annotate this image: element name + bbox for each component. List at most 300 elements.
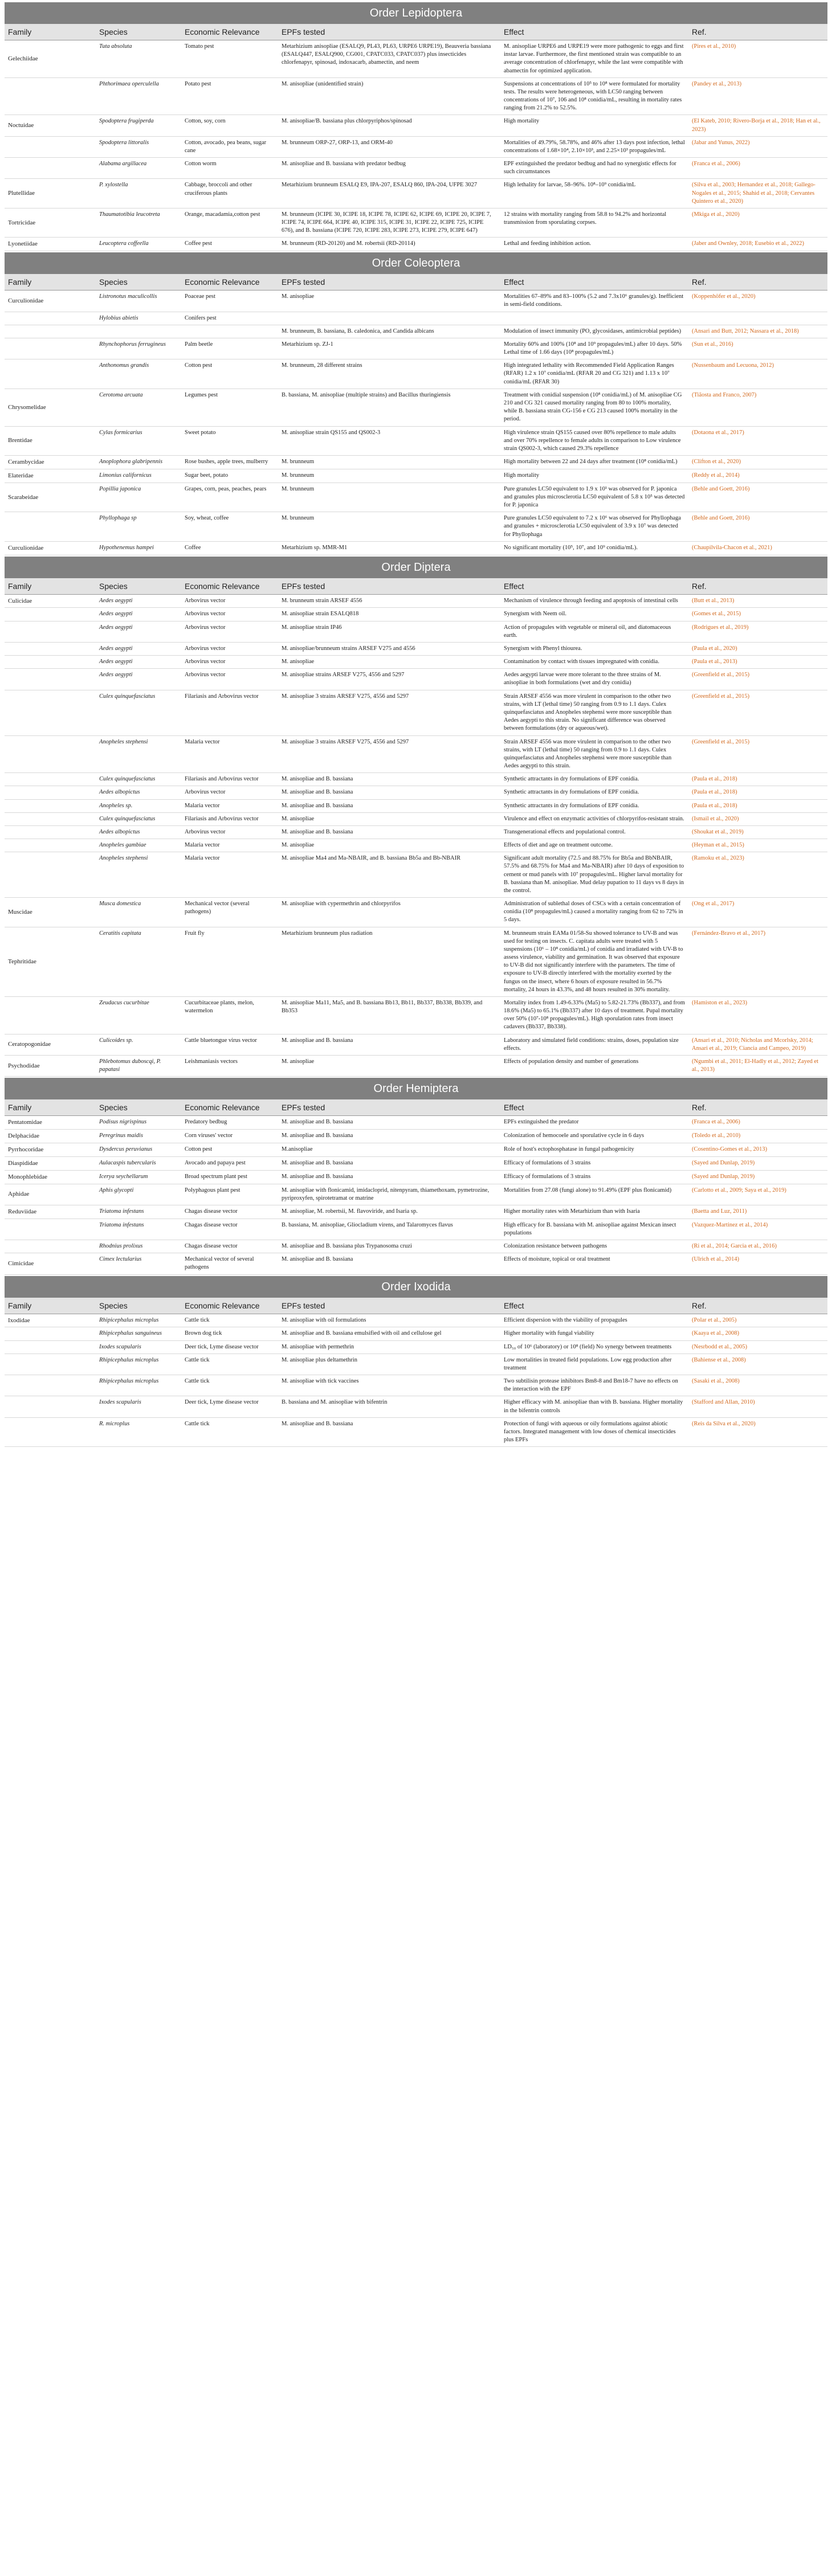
cell-relevance: Arbovirus vector: [181, 621, 278, 642]
table-row: [5, 359, 827, 389]
table-row: [5, 208, 827, 238]
cell-effect: Effects of diet and age on treatment outcome.: [500, 839, 688, 852]
cell-epfs: M. anisopliae with oil formulations: [278, 1314, 500, 1327]
cell-relevance: Arbovirus vector: [181, 594, 278, 608]
cell-epfs: M. anisopliae, M. robertsii, M. flavoviride, and Isaria sp.: [278, 1205, 500, 1219]
table-row: [5, 594, 827, 608]
table-row: [5, 456, 827, 469]
cell-epfs: M. anisopliae and B. bassiana: [278, 825, 500, 839]
cell-epfs: M. anisopliae: [278, 1056, 500, 1077]
table-row: [5, 291, 827, 312]
cell-epfs: M. anisopliae and B. bassiana: [278, 1417, 500, 1447]
cell-relevance: Avocado and papaya pest: [181, 1156, 278, 1170]
cell-family: Culicidae: [5, 594, 96, 608]
cell-relevance: Cattle tick: [181, 1375, 278, 1396]
cell-epfs: M. anisopliae strain ESALQ818: [278, 608, 500, 621]
cell-species: Listronotus maculicollis: [96, 291, 181, 312]
column-header: Ref.: [688, 274, 827, 291]
cell-relevance: Cotton, avocado, pea beans, sugar cane: [181, 136, 278, 157]
cell-effect: Virulence and effect on enzymatic activities of chlorpyrifos-resistant strain.: [500, 812, 688, 825]
cell-family: Chrysomelidae: [5, 389, 96, 426]
cell-species: Zeudacus cucurbitae: [96, 996, 181, 1034]
cell-effect: Treatment with conidial suspension (10⁸ conidia/mL) of M. anisopliae CG 210 and CG 321 caused mortality ranging from 80 to 100% mortality, while B. bassiana strain CG-156 e CG 213 caused 100% mortality in the period.: [500, 389, 688, 426]
cell-species: Thaumatotibia leucotreta: [96, 208, 181, 238]
cell-effect: Role of host's ectophosphatase in fungal pathogenicity: [500, 1143, 688, 1157]
order-title: Order Hemiptera: [5, 1078, 827, 1099]
cell-epfs: M. anisopliae Ma11, Ma5, and B. bassiana Bb13, Bb11, Bb337, Bb338, Bb339, and Bb353: [278, 996, 500, 1034]
cell-family: [5, 1240, 96, 1253]
cell-epfs: M. anisopliae and B. bassiana: [278, 1170, 500, 1184]
cell-epfs: M. anisopliae and B. bassiana: [278, 1130, 500, 1143]
cell-relevance: Cotton, soy, corn: [181, 115, 278, 136]
table-row: [5, 325, 827, 338]
column-header: Ref.: [688, 1298, 827, 1314]
column-header: Species: [96, 1099, 181, 1116]
cell-ref: (Greenfield et al., 2015): [688, 735, 827, 773]
cell-family: Reduviidae: [5, 1205, 96, 1219]
cell-species: Hylobius abietis: [96, 312, 181, 325]
cell-effect: Mortalities from 27.08 (fungi alone) to 91.49% (EPF plus flonicamid): [500, 1184, 688, 1205]
cell-ref: (Koppenhöfer et al., 2020): [688, 291, 827, 312]
cell-effect: Colonization of hemocoele and sporulative cycle in 6 days: [500, 1130, 688, 1143]
cell-effect: Protection of fungi with aqueous or oily formulations against abiotic factors. Integrated management with low doses of chemical insecticides plus EPFs: [500, 1417, 688, 1447]
cell-effect: Significant adult mortality (72.5 and 88.75% for Bb5a and BbNBAIR, 57.5% and 68.75% for Ma4 and Ma-NBAIR) after 10 days of exposition to cement or mud panels with 10⁷ propagules/mL. Higher larval mortality for B. bassiana than M. anisopliae. Mud delay pupation to 11 days vs 8 days in the control.: [500, 852, 688, 898]
cell-family: [5, 621, 96, 642]
cell-ref: (Sayed and Dunlap, 2019): [688, 1156, 827, 1170]
cell-species: Cimex lectularius: [96, 1253, 181, 1274]
cell-relevance: Legumes pest: [181, 389, 278, 426]
cell-family: [5, 1340, 96, 1354]
column-header: Family: [5, 1099, 96, 1116]
epf-table: [5, 1298, 827, 1448]
cell-relevance: Mechanical vector of several pathogens: [181, 1253, 278, 1274]
table-row: [5, 1253, 827, 1274]
cell-family: Scarabeidae: [5, 483, 96, 512]
table-header-row: [5, 24, 827, 40]
cell-species: Phlebotomus duboscqi, P. papatasi: [96, 1056, 181, 1077]
cell-epfs: M. anisopliae: [278, 656, 500, 669]
cell-relevance: Rose bushes, apple trees, mulberry: [181, 456, 278, 469]
table-row: [5, 389, 827, 426]
cell-species: Aphis glycopti: [96, 1184, 181, 1205]
column-header: Economic Relevance: [181, 24, 278, 40]
table-row: [5, 621, 827, 642]
table-row: [5, 1240, 827, 1253]
table-row: [5, 812, 827, 825]
cell-effect: EPF extinguished the predator bedbug and had no synergistic effects for such circumstances: [500, 158, 688, 179]
column-header: EPFs tested: [278, 274, 500, 291]
cell-relevance: Malaria vector: [181, 852, 278, 898]
cell-species: Aedes albopictus: [96, 825, 181, 839]
cell-effect: Higher mortality rates with Metarhizium than with Isaria: [500, 1205, 688, 1219]
cell-family: Pyrrhocoridae: [5, 1143, 96, 1157]
cell-relevance: Arbovirus vector: [181, 656, 278, 669]
column-header: Species: [96, 24, 181, 40]
cell-epfs: M. anisopliae: [278, 291, 500, 312]
cell-family: Gelechiidae: [5, 40, 96, 78]
cell-species: Aedes aegypti: [96, 594, 181, 608]
order-section: [5, 1276, 827, 1448]
cell-family: Plutellidae: [5, 179, 96, 208]
cell-effect: Effects of moisture, topical or oral treatment: [500, 1253, 688, 1274]
column-header: Ref.: [688, 1099, 827, 1116]
cell-ref: (Polar et al., 2005): [688, 1314, 827, 1327]
table-row: [5, 1219, 827, 1240]
cell-effect: Mortalities of 49.79%, 58.78%, and 46% after 13 days post infection, lethal concentrations of 1.68×10⁴, 2.10×10³, and 2.25×10³ propagules/mL: [500, 136, 688, 157]
cell-relevance: Coffee: [181, 541, 278, 555]
cell-family: Curculionidae: [5, 291, 96, 312]
cell-species: Rhipicephalus sanguineus: [96, 1327, 181, 1340]
epf-table: [5, 578, 827, 1077]
table-row: [5, 786, 827, 799]
cell-relevance: Cattle tick: [181, 1354, 278, 1375]
cell-species: Ceratitis capitata: [96, 927, 181, 996]
cell-ref: (Nesrbodd et al., 2005): [688, 1340, 827, 1354]
cell-relevance: Deer tick, Lyme disease vector: [181, 1396, 278, 1417]
cell-effect: Strain ARSEF 4556 was more virulent in comparison to the other two strains, with LT (lethal time) 50 ranging from 0.9 to 1.1 days. Culex quinquefasciatus and Anopheles stephensi were more susceptible than Aedes aegypti to this strain.: [500, 735, 688, 773]
cell-ref: (Chaupilvila-Chacon et al., 2021): [688, 541, 827, 555]
cell-ref: (Paula et al., 2018): [688, 786, 827, 799]
table-row: [5, 179, 827, 208]
cell-epfs: M. anisopliae and B. bassiana: [278, 799, 500, 812]
cell-epfs: M. anisopliae plus deltamethrin: [278, 1354, 500, 1375]
cell-family: Tortricidae: [5, 208, 96, 238]
cell-ref: (Ngumbi et al., 2011; El-Hadly et al., 2012; Zayed et al., 2013): [688, 1056, 827, 1077]
cell-species: R. microplus: [96, 1417, 181, 1447]
cell-ref: (Toledo et al., 2010): [688, 1130, 827, 1143]
cell-epfs: Metarhizium sp. ZJ-1: [278, 338, 500, 359]
table-row: [5, 642, 827, 655]
cell-species: Musca domestica: [96, 898, 181, 927]
column-header: Species: [96, 1298, 181, 1314]
cell-family: [5, 812, 96, 825]
table-row: [5, 312, 827, 325]
cell-effect: M. brunneum strain EAMa 01/58-Su showed tolerance to UV-B and was used for testing on insects. C. capitata adults were treated with 5 suspensions (10⁶ – 10⁸ conidia/mL) of conidia and irradiated with UV-B to assess virulence, viability and germination. It was observed that exposure to UV-B did not significantly interfere with the parameters. The time of exposure to UV-B directly interfered with the mortality exerted by the fungus on the insect, where 6 hours of exposure resulted in 56.7% mortality, 24 hours in 43.3%, and 48 hours resulted in 30% mortality.: [500, 927, 688, 996]
table-header-row: [5, 274, 827, 291]
cell-effect: High lethality for larvae, 58–96%. 10⁸–10⁹ conidia/mL: [500, 179, 688, 208]
cell-relevance: Tomato pest: [181, 40, 278, 78]
cell-species: Aedes aegypti: [96, 669, 181, 690]
cell-family: [5, 158, 96, 179]
table-row: [5, 115, 827, 136]
cell-family: Pentatomidae: [5, 1116, 96, 1130]
cell-family: [5, 996, 96, 1034]
cell-family: [5, 656, 96, 669]
cell-effect: Lethal and feeding inhibition action.: [500, 238, 688, 251]
cell-epfs: M. anisopliae with permethrin: [278, 1340, 500, 1354]
cell-ref: (Rodrigues et al., 2019): [688, 621, 827, 642]
cell-effect: Higher mortality with fungal viability: [500, 1327, 688, 1340]
cell-ref: (Hamiston et al., 2023): [688, 996, 827, 1034]
cell-family: [5, 338, 96, 359]
cell-ref: (Stafford and Allan, 2010): [688, 1396, 827, 1417]
cell-relevance: Malaria vector: [181, 735, 278, 773]
cell-epfs: M. anisopliae 3 strains ARSEF V275, 4556 and 5297: [278, 735, 500, 773]
cell-relevance: Cotton worm: [181, 158, 278, 179]
cell-epfs: M. brunneum (RD-20120) and M. robertsii (RD-20114): [278, 238, 500, 251]
cell-family: Noctuidae: [5, 115, 96, 136]
cell-species: Peregrinus maidis: [96, 1130, 181, 1143]
cell-ref: (Franca et al., 2006): [688, 1116, 827, 1130]
cell-relevance: Cattle bluetongue virus vector: [181, 1034, 278, 1055]
cell-epfs: B. bassiana, M. anisopliae, Gliocladium virens, and Talaromyces flavus: [278, 1219, 500, 1240]
cell-effect: High mortality: [500, 115, 688, 136]
cell-family: Elateridae: [5, 469, 96, 483]
cell-species: Anoplophora glabripennis: [96, 456, 181, 469]
table-row: [5, 839, 827, 852]
cell-species: Dysdercus peruvianus: [96, 1143, 181, 1157]
table-row: [5, 1340, 827, 1354]
cell-ref: (Ansari et al., 2010; Nicholas and Mcorlsky, 2014; Ansari et al., 2019; Ciancia and Campeo, 2019): [688, 1034, 827, 1055]
cell-relevance: Chagas disease vector: [181, 1240, 278, 1253]
cell-effect: Colonization resistance between pathogens: [500, 1240, 688, 1253]
cell-effect: Strain ARSEF 4556 was more virulent in comparison to the other two strains, with LT (lethal time) 50 ranging from 0.9 to 1.1 days. Culex quinquefasciatus and Anopheles stephensi were more susceptible than Aedes aegypti to this strain. No significant difference was observed between formulations (dry or aqueous/wet).: [500, 690, 688, 735]
cell-relevance: Chagas disease vector: [181, 1219, 278, 1240]
table-row: [5, 996, 827, 1034]
table-row: [5, 338, 827, 359]
order-title: Order Coleoptera: [5, 252, 827, 274]
epf-table: [5, 24, 827, 251]
cell-species: Anthonomus grandis: [96, 359, 181, 389]
cell-epfs: M. anisopliae and B. bassiana: [278, 1116, 500, 1130]
cell-relevance: Arbovirus vector: [181, 642, 278, 655]
cell-relevance: Brown dog tick: [181, 1327, 278, 1340]
cell-species: Culex quinquefasciatus: [96, 812, 181, 825]
cell-family: [5, 136, 96, 157]
cell-effect: Synergism with Phenyl thiourea.: [500, 642, 688, 655]
cell-family: [5, 839, 96, 852]
cell-epfs: M. anisopliae with cypermethrin and chlorpyrifos: [278, 898, 500, 927]
cell-epfs: M. brunneum (ICIPE 30, ICIPE 18, ICIPE 78, ICIPE 62, ICIPE 69, ICIPE 20, ICIPE 7, ICIPE 74, ICIPE 664, ICIPE 40, ICIPE 315, ICIPE 31, ICIPE 22, ICIPE 725, ICIPE 676), and B. bassiana (ICIPE 720, ICIPE 283, ICIPE 273, ICIPE 279, ICIPE 647): [278, 208, 500, 238]
cell-relevance: Fruit fly: [181, 927, 278, 996]
cell-ref: (Dotaona et al., 2017): [688, 426, 827, 456]
cell-ref: (Greenfield et al., 2015): [688, 669, 827, 690]
cell-relevance: Potato pest: [181, 77, 278, 115]
order-title: Order Lepidoptera: [5, 2, 827, 24]
cell-species: Ixodes scapularis: [96, 1396, 181, 1417]
cell-relevance: Corn viruses' vector: [181, 1130, 278, 1143]
cell-species: [96, 325, 181, 338]
table-row: [5, 825, 827, 839]
cell-species: Popillia japonica: [96, 483, 181, 512]
table-row: [5, 1354, 827, 1375]
table-row: [5, 426, 827, 456]
cell-family: [5, 735, 96, 773]
epf-table: [5, 1099, 827, 1274]
column-header: Economic Relevance: [181, 1099, 278, 1116]
cell-species: Rhodnius prolixus: [96, 1240, 181, 1253]
order-section: [5, 252, 827, 555]
table-row: [5, 656, 827, 669]
table-row: [5, 541, 827, 555]
cell-ref: (Kaaya et al., 2008): [688, 1327, 827, 1340]
cell-relevance: Arbovirus vector: [181, 669, 278, 690]
cell-species: Rhipicephalus microplus: [96, 1314, 181, 1327]
table-row: [5, 1396, 827, 1417]
cell-relevance: Cattle tick: [181, 1314, 278, 1327]
cell-species: Aedes aegypti: [96, 656, 181, 669]
table-row: [5, 1156, 827, 1170]
cell-species: Culicoides sp.: [96, 1034, 181, 1055]
cell-ref: [688, 312, 827, 325]
table-row: [5, 1314, 827, 1327]
table-row: [5, 852, 827, 898]
cell-relevance: Malaria vector: [181, 839, 278, 852]
column-header: Family: [5, 1298, 96, 1314]
cell-effect: Modulation of insect immunity (PO, glycosidases, antimicrobial peptides): [500, 325, 688, 338]
cell-ref: (Bahiense et al., 2008): [688, 1354, 827, 1375]
cell-effect: High efficacy for B. bassiana with M. anisopliae against Mexican insect populations: [500, 1219, 688, 1240]
cell-species: Leucoptera coffeella: [96, 238, 181, 251]
table-row: [5, 238, 827, 251]
cell-ref: (Greenfield et al., 2015): [688, 690, 827, 735]
table-row: [5, 136, 827, 157]
table-row: [5, 512, 827, 542]
cell-family: Delphacidae: [5, 1130, 96, 1143]
cell-epfs: M. anisopliae (unidentified strain): [278, 77, 500, 115]
cell-ref: (Heyman et al., 2015): [688, 839, 827, 852]
cell-ref: (Ri et al., 2014; Garcia et al., 2016): [688, 1240, 827, 1253]
table-row: [5, 1417, 827, 1447]
cell-family: [5, 690, 96, 735]
cell-effect: EPFs extinguished the predator: [500, 1116, 688, 1130]
cell-family: [5, 852, 96, 898]
cell-family: Ceratopogonidae: [5, 1034, 96, 1055]
cell-family: Diaspididae: [5, 1156, 96, 1170]
cell-effect: 12 strains with mortality ranging from 58.8 to 94.2% and horizontal transmission from sporulating corpses.: [500, 208, 688, 238]
cell-ref: (El Kateb, 2010; Rivero-Borja et al., 2018; Han et al., 2023): [688, 115, 827, 136]
table-row: [5, 1205, 827, 1219]
cell-ref: (Butt et al., 2013): [688, 594, 827, 608]
cell-family: [5, 359, 96, 389]
cell-family: Psychodidae: [5, 1056, 96, 1077]
cell-effect: High integrated lethality with Recommended Field Application Ranges (RFAR) 1.2 x 10⁷ conidia/mL (RFAR 20 and CG 321) and 1.13 x 10⁷ conidia/mL (RFAR 30): [500, 359, 688, 389]
cell-species: P. xylostella: [96, 179, 181, 208]
cell-relevance: Cabbage, broccoli and other cruciferous plants: [181, 179, 278, 208]
cell-family: [5, 642, 96, 655]
table-row: [5, 773, 827, 786]
cell-species: Aulacaspis tubercularis: [96, 1156, 181, 1170]
cell-effect: Contamination by contact with tissues impregnated with conidia.: [500, 656, 688, 669]
cell-effect: No significant mortality (10⁵, 10⁷, and 10⁹ conidia/mL).: [500, 541, 688, 555]
cell-ref: (Baetta and Luz, 2011): [688, 1205, 827, 1219]
cell-effect: Efficient dispersion with the viability of propagules: [500, 1314, 688, 1327]
cell-epfs: M. brunneum, B. bassiana, B. caledonica, and Candida albicans: [278, 325, 500, 338]
table-header-row: [5, 1099, 827, 1116]
table-row: [5, 77, 827, 115]
column-header: EPFs tested: [278, 1099, 500, 1116]
cell-effect: Mortality index from 1.49-6.33% (Ma5) to 5.82-21.73% (Bb337), and from 18.6% (Ma5) to 65.1% (Bb337) after 10 days of treatment. Pupal mortality over 50% (10⁷-10⁸ propagules/mL). High sporulation rates from insect cadavers (Bb337, Bb338).: [500, 996, 688, 1034]
cell-epfs: M. brunneum ORP-27, ORP-13, and ORM-40: [278, 136, 500, 157]
cell-effect: Administration of sublethal doses of CSCs with a certain concentration of conidia (10⁸ propagules/mL) caused a mortality ranging from 62 to 72% in 5 days.: [500, 898, 688, 927]
cell-effect: High mortality between 22 and 24 days after treatment (10⁸ conidia/mL): [500, 456, 688, 469]
cell-ref: (Behle and Goett, 2016): [688, 512, 827, 542]
cell-effect: Pure granules LC50 equivalent to 7.2 x 10⁶ was observed for Phyllophaga and granules + microsclerotia LC50 equivalent of 3.9 x 10⁷ was detected for Phyllophaga: [500, 512, 688, 542]
cell-ref: (Pires et al., 2010): [688, 40, 827, 78]
cell-family: Aphidae: [5, 1184, 96, 1205]
cell-ref: (Silva et al., 2003; Hernandez et al., 2018; Gallego-Nogales et al., 2015; Shahid et al., 2018; Cervantes Quintero et al., 2020): [688, 179, 827, 208]
cell-ref: (Ansari and Butt, 2012; Nassara et al., 2018): [688, 325, 827, 338]
table-row: [5, 483, 827, 512]
order-title: Order Ixodida: [5, 1276, 827, 1298]
cell-effect: M. anisopliae URPE6 and URPE19 were more pathogenic to eggs and first instar larvae. Furthermore, the first mentioned strain was compatible to an average concentration of chlorfenapyr, while the last were compatible with abamectin for optimized application.: [500, 40, 688, 78]
cell-epfs: M. anisopliae strains ARSEF V275, 4556 and 5297: [278, 669, 500, 690]
cell-ref: (Nussenbaum and Lecuona, 2012): [688, 359, 827, 389]
cell-relevance: Cotton pest: [181, 359, 278, 389]
cell-effect: Synthetic attractants in dry formulations of EPF conidia.: [500, 786, 688, 799]
cell-relevance: Arbovirus vector: [181, 608, 278, 621]
cell-relevance: Mechanical vector (several pathogens): [181, 898, 278, 927]
cell-effect: Action of propagules with vegetable or mineral oil, and diatomaceous earth.: [500, 621, 688, 642]
cell-relevance: Coffee pest: [181, 238, 278, 251]
cell-species: Anopheles stephensi: [96, 852, 181, 898]
column-header: Effect: [500, 1099, 688, 1116]
cell-relevance: Sweet potato: [181, 426, 278, 456]
column-header: Economic Relevance: [181, 274, 278, 291]
cell-relevance: Filariasis and Arbovirus vector: [181, 690, 278, 735]
column-header: EPFs tested: [278, 578, 500, 595]
cell-effect: LD₅₀ of 10⁶ (laboratory) or 10⁸ (field) No synergy between treatments: [500, 1340, 688, 1354]
cell-ref: (Sayed and Dunlap, 2019): [688, 1170, 827, 1184]
cell-epfs: M. anisopliae and B. bassiana plus Trypanosoma cruzi: [278, 1240, 500, 1253]
order-section: [5, 1078, 827, 1274]
column-header: Family: [5, 578, 96, 595]
cell-relevance: Soy, wheat, coffee: [181, 512, 278, 542]
cell-species: Anopheles gambiae: [96, 839, 181, 852]
cell-effect: Synergism with Neem oil.: [500, 608, 688, 621]
cell-epfs: M. anisopliae and B. bassiana: [278, 1156, 500, 1170]
cell-species: Tuta absoluta: [96, 40, 181, 78]
cell-epfs: M. anisopliae and B. bassiana: [278, 1034, 500, 1055]
cell-species: Triatoma infestans: [96, 1219, 181, 1240]
order-section: [5, 2, 827, 251]
order-section: [5, 557, 827, 1077]
table-header-row: [5, 1298, 827, 1314]
table-row: [5, 669, 827, 690]
epf-table: [5, 274, 827, 555]
cell-ref: (Paula et al., 2018): [688, 799, 827, 812]
column-header: Effect: [500, 274, 688, 291]
cell-relevance: Leishmaniasis vectors: [181, 1056, 278, 1077]
cell-epfs: Metarhizium brunneum plus radiation: [278, 927, 500, 996]
table-row: [5, 690, 827, 735]
cell-relevance: Cucurbitaceae plants, melon, watermelon: [181, 996, 278, 1034]
cell-relevance: Orange, macadamia,cotton pest: [181, 208, 278, 238]
cell-family: [5, 773, 96, 786]
cell-relevance: Cotton pest: [181, 1143, 278, 1157]
cell-family: [5, 512, 96, 542]
cell-relevance: [181, 325, 278, 338]
cell-epfs: Metarhizium sp. MMR-M1: [278, 541, 500, 555]
cell-effect: Laboratory and simulated field conditions: strains, doses, population size effects.: [500, 1034, 688, 1055]
cell-ref: (Paula et al., 2013): [688, 656, 827, 669]
cell-epfs: M.anisopliae: [278, 1143, 500, 1157]
table-row: [5, 1034, 827, 1055]
cell-species: Anopheles stephensi: [96, 735, 181, 773]
cell-epfs: M. anisopliae/B. bassiana plus chlorpyriphos/spinosad: [278, 115, 500, 136]
cell-species: Hypothenemus hampei: [96, 541, 181, 555]
cell-ref: (Jabar and Yunus, 2022): [688, 136, 827, 157]
cell-ref: (Reis da Silva et al., 2020): [688, 1417, 827, 1447]
cell-species: Icerya seychellarum: [96, 1170, 181, 1184]
cell-ref: (Paula et al., 2018): [688, 773, 827, 786]
cell-family: [5, 786, 96, 799]
table-header-row: [5, 578, 827, 595]
table-row: [5, 1056, 827, 1077]
table-row: [5, 735, 827, 773]
cell-relevance: Arbovirus vector: [181, 786, 278, 799]
cell-epfs: M. brunneum: [278, 456, 500, 469]
